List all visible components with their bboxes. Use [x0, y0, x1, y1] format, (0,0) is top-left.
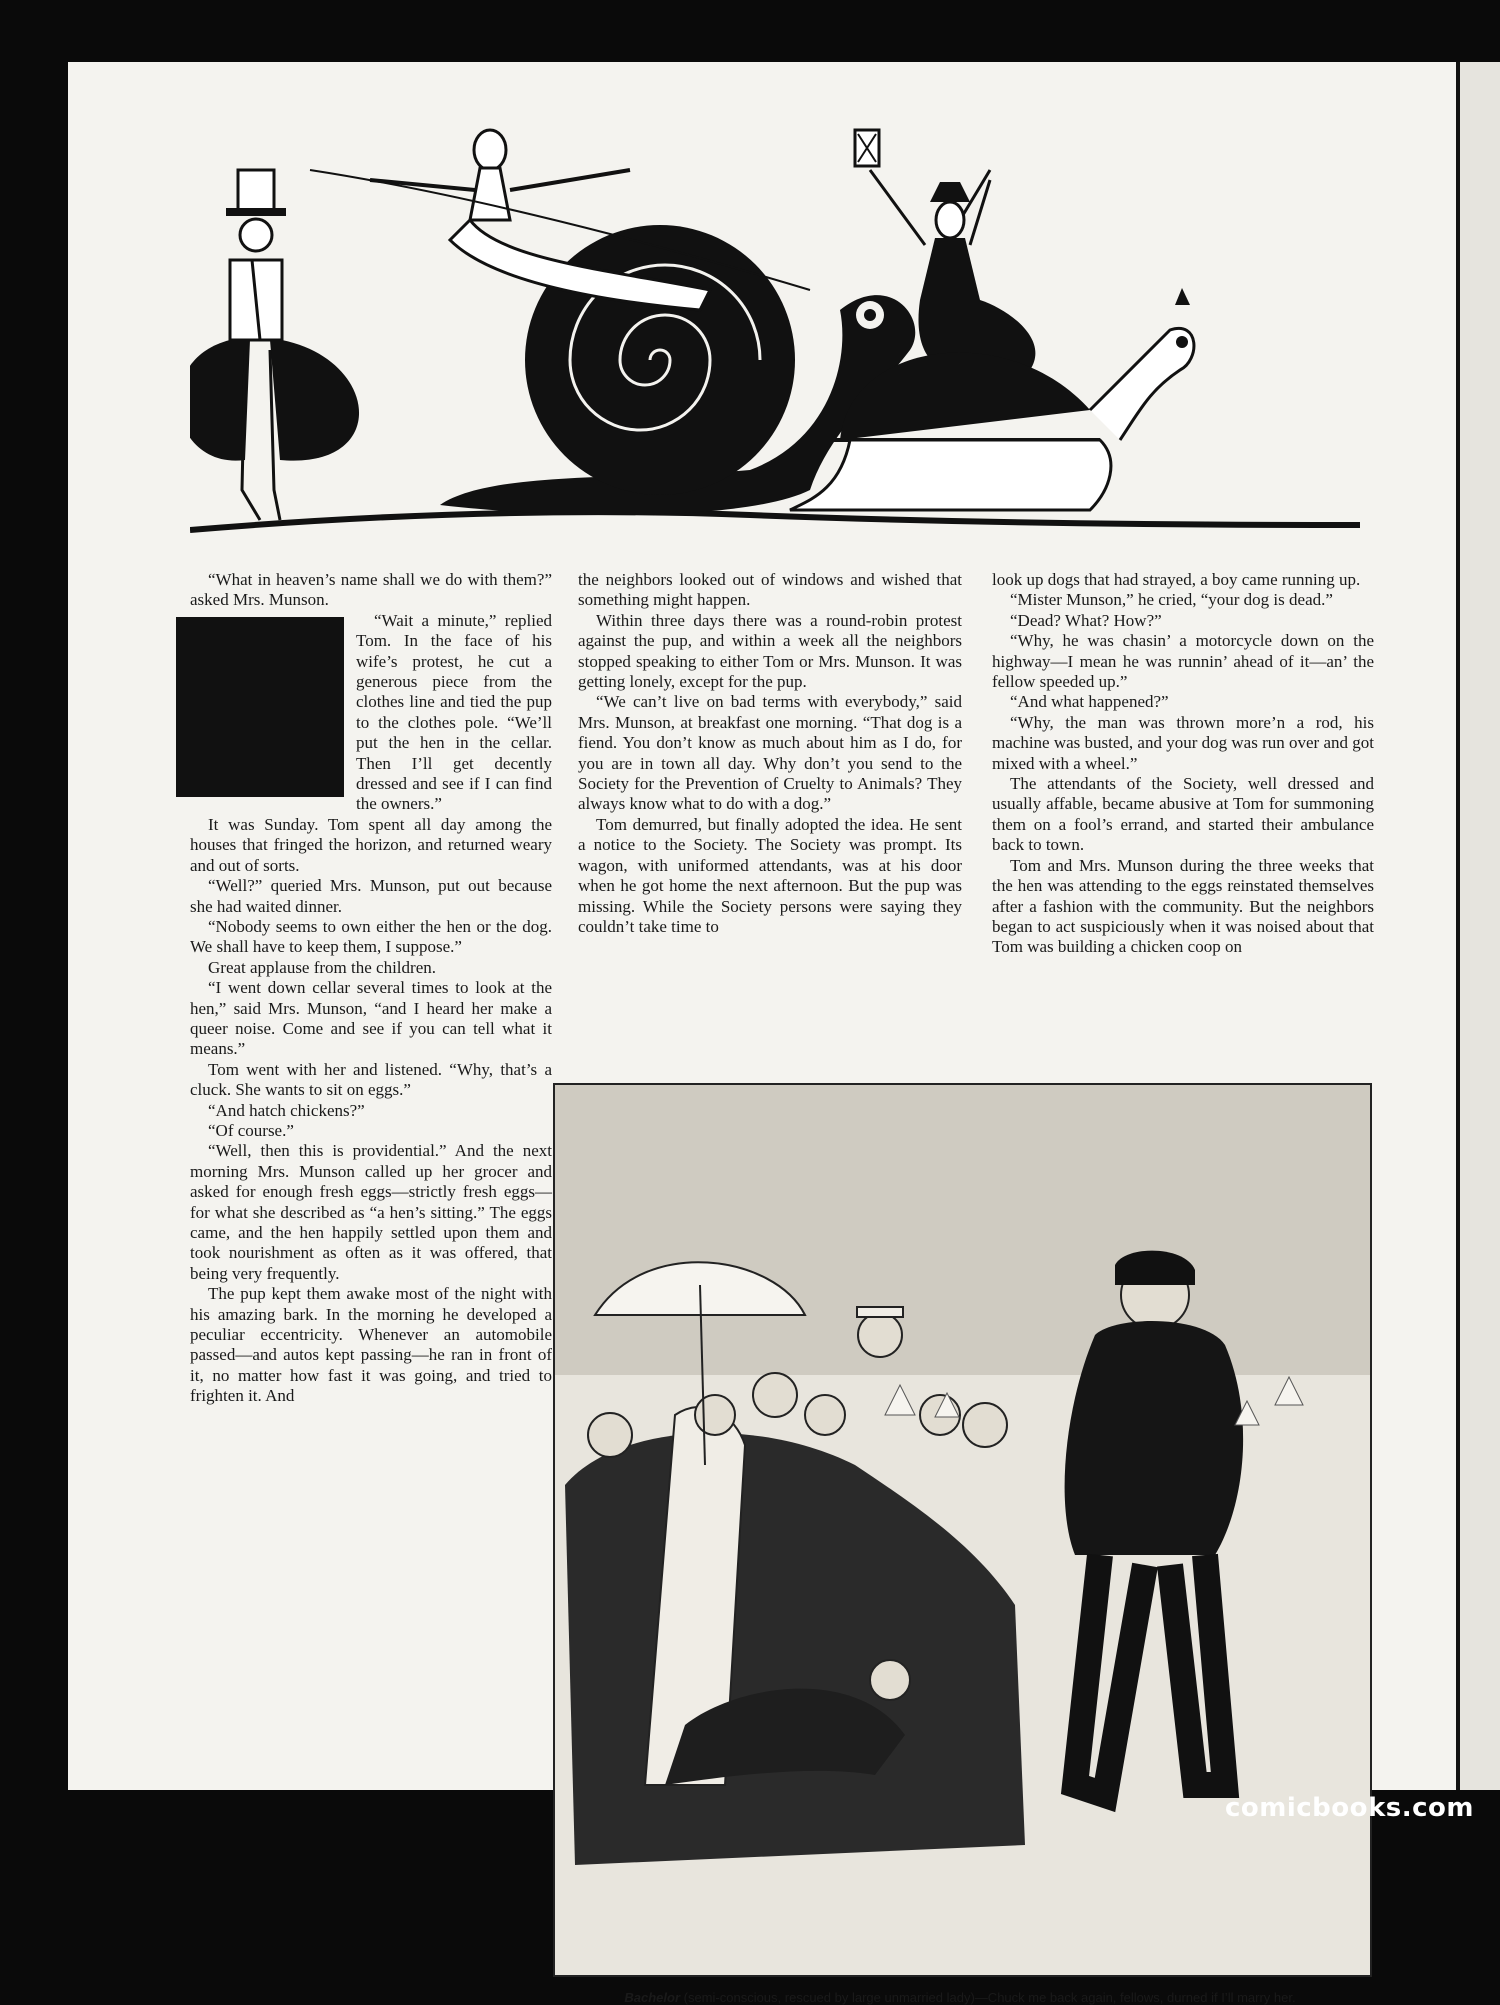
paragraph: “Nobody seems to own either the hen or the dog. We shall have to keep them, I suppose.”: [190, 916, 552, 957]
paragraph: “Why, the man was thrown more’n a rod, his machine was busted, and your dog was run over and got mixed with a wheel.”: [992, 712, 1374, 773]
paragraph: “We can’t live on bad terms with everybody,” said Mrs. Munson, at breakfast one morning. “That dog is a fiend. You don’t know as much about him as I do, for you are in town all day. Why don’t you send to the Society for the Prevention of Cruelty to Animals? They always know what to do with a dog.”: [578, 692, 962, 814]
illustration-caption: [545, 1990, 1375, 2005]
paragraph: “And what happened?”: [1010, 692, 1169, 712]
paragraph: Great applause from the children.: [208, 957, 436, 977]
header-illustration: [190, 110, 1360, 550]
paragraph: “Well, then this is providential.” And the next morning Mrs. Munson called up her grocer and asked for enough fresh eggs—strictly fresh eggs—for what she described as “a hen’s sitting.” The eggs came, and the hen happily settled upon them and took nourishment as often as it was offered, that being very frequently.: [190, 1141, 552, 1283]
paragraph: “Of course.”: [208, 1120, 294, 1140]
caption-text: (semi-conscious, rescued by large unmarried lady)—Chuck me back again, fellows, durned if I’ll marry her.: [680, 1990, 1296, 2005]
paragraph: “Wait a minute,” replied Tom. In the face of his wife’s protest, he cut a generous piece from the clothes line and tied the pup to the clothes pole. “We’ll put the hen in the cellar. Then I’ll get decently dressed and see if I can find the owners.”: [356, 610, 552, 814]
caption-speaker: Bachelor: [624, 1990, 681, 2005]
paragraph: the neighbors looked out of windows and wished that something might happen.: [578, 570, 962, 610]
paragraph: look up dogs that had strayed, a boy came running up.: [992, 570, 1361, 589]
facing-page-edge: [1460, 62, 1500, 1790]
article-column-2: [578, 570, 962, 937]
paragraph: The attendants of the Society, well dressed and usually affable, became abusive at Tom for summoning them on a fool’s errand, and started their ambulance back to town.: [992, 774, 1374, 855]
beach-illustration: [553, 1083, 1372, 1977]
paragraph: “Dead? What? How?”: [1010, 610, 1162, 630]
article-column-3: [992, 570, 1374, 958]
beach-scene: [555, 1085, 1370, 1975]
paragraph: “I went down cellar several times to look at the hen,” said Mrs. Munson, “and I heard her make a queer noise. Come and see if you can tell what it means.”: [190, 978, 552, 1059]
top-hat-figure: [190, 170, 359, 520]
paragraph: “Mister Munson,” he cried, “your dog is dead.”: [1010, 590, 1333, 610]
paragraph: Tom went with her and listened. “Why, that’s a cluck. She wants to sit on eggs.”: [190, 1059, 552, 1100]
paragraph: “Why, he was chasin’ a motorcycle down on the highway—I mean he was runnin’ ahead of it—an’ the fellow speeded up.”: [992, 631, 1374, 692]
inset-illustration: [176, 617, 344, 797]
paragraph: “What in heaven’s name shall we do with them?” asked Mrs. Munson.: [190, 570, 552, 610]
paragraph: “Well?” queried Mrs. Munson, put out because she had waited dinner.: [190, 876, 552, 916]
paragraph: Within three days there was a round-robin protest against the pup, and within a week all the neighbors stopped speaking to either Tom or Mrs. Munson. It was getting lonely, except for the pup.: [578, 610, 962, 692]
article-column-1: [190, 570, 552, 1407]
paragraph: It was Sunday. Tom spent all day among the houses that fringed the horizon, and returned weary and out of sorts.: [190, 814, 552, 875]
paragraph: Tom and Mrs. Munson during the three weeks that the hen was attending to the eggs reinstated themselves after a fashion with the community. But the neighbors began to act suspiciously when it was noised about that Tom was building a chicken coop on: [992, 855, 1374, 957]
paragraph: Tom demurred, but finally adopted the idea. He sent a notice to the Society. The Society was prompt. Its wagon, with uniformed attendants, was at his door when he got home the next afternoon. But the pup was missing. While the Society persons were saying they couldn’t take time to: [578, 814, 962, 936]
paragraph: The pup kept them awake most of the night with his amazing bark. In the morning he developed a peculiar eccentricity. Whenever an automobile passed—and autos kept passing—he ran in front of it, no matter how fast it was going, and tried to frighten it. And: [190, 1284, 552, 1406]
paragraph: “And hatch chickens?”: [208, 1100, 365, 1120]
watermark: comicbooks.com: [1224, 1793, 1474, 1823]
